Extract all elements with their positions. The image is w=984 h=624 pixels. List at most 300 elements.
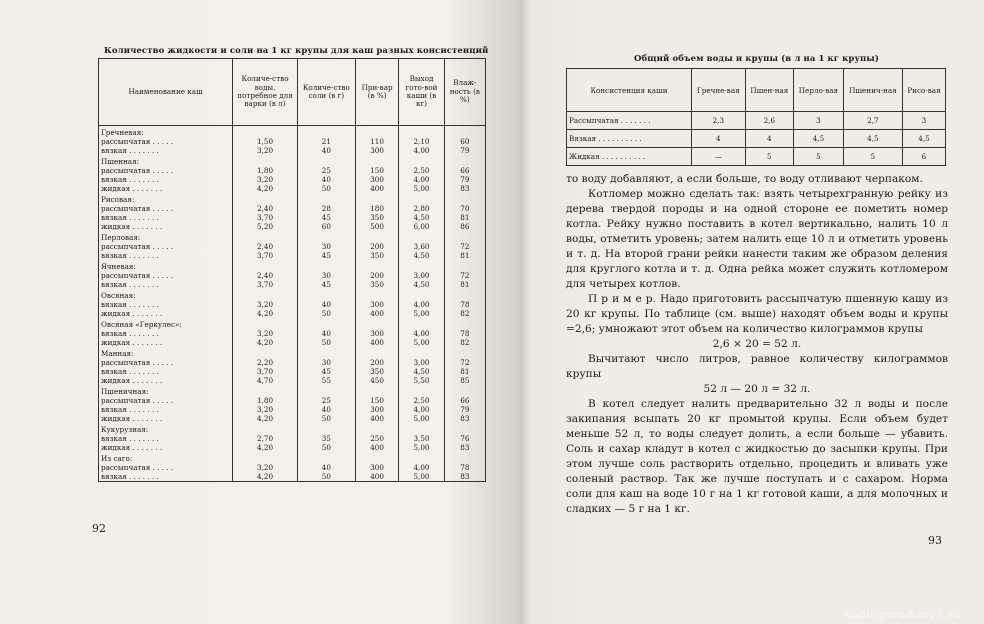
table-row bbox=[99, 271, 486, 280]
value-cell: 86 bbox=[444, 222, 485, 231]
value-cell: 76 bbox=[444, 434, 485, 443]
value-cell: 3,20 bbox=[233, 463, 298, 472]
value-cell: 4 bbox=[692, 130, 746, 148]
value-cell: 25 bbox=[297, 396, 355, 405]
value-cell: 40 bbox=[297, 463, 355, 472]
value-cell: 1,50 bbox=[233, 137, 298, 146]
value-cell: 30 bbox=[297, 358, 355, 367]
value-cell: 81 bbox=[444, 213, 485, 222]
value-cell: 35 bbox=[297, 434, 355, 443]
value-cell: 3,70 bbox=[233, 367, 298, 376]
value-cell: 66 bbox=[444, 396, 485, 405]
table-row bbox=[99, 137, 486, 146]
value-cell bbox=[444, 423, 485, 434]
value-cell bbox=[233, 193, 298, 204]
paragraph: П р и м е р. Надо приготовить рассыпчатую пшенную кашу из 20 кг крупы. По таблице (см. выше) находят объем воды и крупы =2,6; умножают этот объем на количество килограммов крупы bbox=[566, 293, 948, 335]
value-cell: 4,5 bbox=[794, 130, 844, 148]
value-cell bbox=[444, 193, 485, 204]
value-cell: 300 bbox=[355, 300, 398, 309]
value-cell: 79 bbox=[444, 175, 485, 184]
table-row bbox=[99, 175, 486, 184]
value-cell: 4,20 bbox=[233, 472, 298, 482]
row-name-cell: жидкая . . . . . . . bbox=[99, 309, 233, 318]
table-row bbox=[99, 242, 486, 251]
page-number-left: 92 bbox=[92, 522, 106, 535]
value-cell: 350 bbox=[355, 251, 398, 260]
value-cell: 400 bbox=[355, 184, 398, 193]
row-name-cell: вязкая . . . . . . . bbox=[99, 146, 233, 155]
table-row bbox=[99, 146, 486, 155]
row-name-cell: Ячневая: bbox=[99, 260, 233, 271]
header-cell: При-вар (в %) bbox=[355, 59, 398, 126]
table-header-row bbox=[99, 59, 486, 126]
value-cell bbox=[297, 318, 355, 329]
value-cell: 2,6 bbox=[745, 112, 793, 130]
value-cell: 250 bbox=[355, 434, 398, 443]
value-cell bbox=[297, 231, 355, 242]
table-row bbox=[99, 222, 486, 231]
value-cell: 3,20 bbox=[233, 175, 298, 184]
value-cell: 4,50 bbox=[399, 367, 444, 376]
value-cell bbox=[444, 126, 485, 138]
value-cell: 2,50 bbox=[399, 166, 444, 175]
table-row bbox=[99, 193, 486, 204]
value-cell bbox=[355, 231, 398, 242]
value-cell bbox=[444, 289, 485, 300]
water-grain-volume-table bbox=[566, 68, 946, 166]
value-cell bbox=[355, 126, 398, 138]
value-cell: 6,00 bbox=[399, 222, 444, 231]
table-row bbox=[99, 213, 486, 222]
value-cell bbox=[444, 385, 485, 396]
value-cell: 78 bbox=[444, 463, 485, 472]
value-cell: 70 bbox=[444, 204, 485, 213]
value-cell bbox=[297, 452, 355, 463]
table-row bbox=[99, 300, 486, 309]
value-cell: 3,20 bbox=[233, 405, 298, 414]
table-row bbox=[99, 452, 486, 463]
value-cell bbox=[233, 452, 298, 463]
header-cell: Перло-вая bbox=[794, 69, 844, 112]
value-cell: 82 bbox=[444, 338, 485, 347]
row-name-cell: Вязкая . . . . . . . . . . bbox=[567, 130, 692, 148]
value-cell: 85 bbox=[444, 376, 485, 385]
row-name-cell: Манная: bbox=[99, 347, 233, 358]
value-cell: 4,5 bbox=[902, 130, 945, 148]
value-cell bbox=[399, 385, 444, 396]
value-cell: 2,10 bbox=[399, 137, 444, 146]
table-row bbox=[99, 318, 486, 329]
value-cell bbox=[399, 289, 444, 300]
value-cell: 2,70 bbox=[233, 434, 298, 443]
value-cell: 400 bbox=[355, 472, 398, 482]
value-cell bbox=[444, 347, 485, 358]
value-cell: 3 bbox=[902, 112, 945, 130]
book-fold bbox=[512, 0, 530, 624]
right-table-caption: Общий объем воды и крупы (в л на 1 кг крупы) bbox=[634, 54, 880, 64]
value-cell: 4,20 bbox=[233, 338, 298, 347]
value-cell: 40 bbox=[297, 146, 355, 155]
value-cell: 79 bbox=[444, 146, 485, 155]
value-cell bbox=[233, 289, 298, 300]
row-name-cell: вязкая . . . . . . . bbox=[99, 300, 233, 309]
row-name-cell: Гречневая: bbox=[99, 126, 233, 138]
value-cell: 82 bbox=[444, 309, 485, 318]
value-cell: 3,00 bbox=[399, 271, 444, 280]
value-cell: 4,00 bbox=[399, 463, 444, 472]
left-page bbox=[90, 38, 490, 558]
row-name-cell: рассыпчатая . . . . . bbox=[99, 396, 233, 405]
value-cell: 4,20 bbox=[233, 309, 298, 318]
table-row bbox=[99, 414, 486, 423]
value-cell: 45 bbox=[297, 251, 355, 260]
value-cell: 6 bbox=[902, 148, 945, 166]
value-cell: 78 bbox=[444, 329, 485, 338]
table-row bbox=[99, 260, 486, 271]
row-name-cell: Овсяная: bbox=[99, 289, 233, 300]
value-cell bbox=[444, 155, 485, 166]
value-cell: 5 bbox=[745, 148, 793, 166]
value-cell: 200 bbox=[355, 271, 398, 280]
table-row bbox=[99, 434, 486, 443]
value-cell: 5,50 bbox=[399, 376, 444, 385]
value-cell: 500 bbox=[355, 222, 398, 231]
value-cell: 83 bbox=[444, 184, 485, 193]
value-cell: 40 bbox=[297, 329, 355, 338]
row-name-cell: рассыпчатая . . . . . bbox=[99, 166, 233, 175]
table-row bbox=[99, 367, 486, 376]
table-row bbox=[99, 358, 486, 367]
value-cell: 50 bbox=[297, 443, 355, 452]
value-cell: 3,60 bbox=[399, 242, 444, 251]
table-row bbox=[567, 148, 946, 166]
value-cell bbox=[233, 260, 298, 271]
value-cell: 3,20 bbox=[233, 300, 298, 309]
value-cell: 50 bbox=[297, 184, 355, 193]
value-cell: 79 bbox=[444, 405, 485, 414]
left-table-caption: Количество жидкости и соли на 1 кг крупы для каш разных консистенций bbox=[104, 46, 489, 56]
formula: 2,6 × 20 = 52 л. bbox=[712, 338, 802, 350]
row-name-cell: Пшеничная: bbox=[99, 385, 233, 396]
value-cell bbox=[355, 289, 398, 300]
value-cell bbox=[399, 193, 444, 204]
value-cell bbox=[297, 260, 355, 271]
value-cell: 300 bbox=[355, 146, 398, 155]
value-cell: 300 bbox=[355, 175, 398, 184]
row-name-cell: Пшенная: bbox=[99, 155, 233, 166]
value-cell: 350 bbox=[355, 213, 398, 222]
value-cell: 5,20 bbox=[233, 222, 298, 231]
value-cell: 400 bbox=[355, 414, 398, 423]
value-cell bbox=[355, 423, 398, 434]
table-row bbox=[99, 405, 486, 414]
row-name-cell: рассыпчатая . . . . . bbox=[99, 242, 233, 251]
value-cell bbox=[399, 423, 444, 434]
value-cell bbox=[355, 318, 398, 329]
table-row bbox=[99, 472, 486, 482]
value-cell: 350 bbox=[355, 280, 398, 289]
table-row bbox=[567, 130, 946, 148]
value-cell: 4,5 bbox=[843, 130, 902, 148]
header-cell: Влаж-ность (в %) bbox=[444, 59, 485, 126]
row-name-cell: рассыпчатая . . . . . bbox=[99, 463, 233, 472]
value-cell bbox=[233, 155, 298, 166]
value-cell: 2,40 bbox=[233, 204, 298, 213]
row-name-cell: жидкая . . . . . . . bbox=[99, 443, 233, 452]
row-name-cell: жидкая . . . . . . . bbox=[99, 338, 233, 347]
header-cell: Количе-ство соли (в г) bbox=[297, 59, 355, 126]
value-cell: 150 bbox=[355, 166, 398, 175]
table-row bbox=[99, 231, 486, 242]
value-cell: 300 bbox=[355, 463, 398, 472]
value-cell bbox=[399, 452, 444, 463]
table-row bbox=[99, 338, 486, 347]
header-cell: Количе-ство воды, потребное для варки (в л) bbox=[233, 59, 298, 126]
row-name-cell: жидкая . . . . . . . bbox=[99, 414, 233, 423]
row-name-cell: вязкая . . . . . . . bbox=[99, 367, 233, 376]
value-cell: 2,40 bbox=[233, 271, 298, 280]
table-body bbox=[567, 112, 946, 166]
header-cell: Гречне-вая bbox=[692, 69, 746, 112]
value-cell: 4,20 bbox=[233, 414, 298, 423]
value-cell bbox=[444, 452, 485, 463]
value-cell: 450 bbox=[355, 376, 398, 385]
table-row bbox=[99, 443, 486, 452]
value-cell: 72 bbox=[444, 271, 485, 280]
value-cell: 21 bbox=[297, 137, 355, 146]
value-cell: 2,40 bbox=[233, 242, 298, 251]
table-row bbox=[99, 396, 486, 405]
table-row bbox=[99, 385, 486, 396]
table-header-row bbox=[567, 69, 946, 112]
value-cell bbox=[399, 347, 444, 358]
value-cell: 2,50 bbox=[399, 396, 444, 405]
header-cell: Наименование каш bbox=[99, 59, 233, 126]
value-cell: 40 bbox=[297, 405, 355, 414]
value-cell: 1,80 bbox=[233, 396, 298, 405]
table-row bbox=[99, 251, 486, 260]
value-cell bbox=[355, 260, 398, 271]
value-cell bbox=[233, 126, 298, 138]
value-cell: 4,50 bbox=[399, 280, 444, 289]
row-name-cell: Кукурузная: bbox=[99, 423, 233, 434]
row-name-cell: вязкая . . . . . . . bbox=[99, 251, 233, 260]
paragraph: то воду добавляют, а если больше, то воду отливают черпаком. bbox=[566, 173, 923, 185]
value-cell bbox=[355, 155, 398, 166]
value-cell bbox=[399, 260, 444, 271]
value-cell: 78 bbox=[444, 300, 485, 309]
table-row bbox=[99, 463, 486, 472]
table-row bbox=[567, 112, 946, 130]
value-cell: 3,20 bbox=[233, 146, 298, 155]
watermark: sadiogorod.my1.ru bbox=[844, 608, 962, 621]
value-cell: 200 bbox=[355, 358, 398, 367]
row-name-cell: жидкая . . . . . . . bbox=[99, 184, 233, 193]
value-cell bbox=[399, 155, 444, 166]
value-cell: 50 bbox=[297, 309, 355, 318]
row-name-cell: вязкая . . . . . . . bbox=[99, 213, 233, 222]
value-cell: 50 bbox=[297, 414, 355, 423]
value-cell: 72 bbox=[444, 242, 485, 251]
value-cell: 3,70 bbox=[233, 213, 298, 222]
table-row bbox=[99, 166, 486, 175]
value-cell: 66 bbox=[444, 166, 485, 175]
value-cell bbox=[233, 231, 298, 242]
value-cell bbox=[297, 423, 355, 434]
value-cell: 45 bbox=[297, 280, 355, 289]
value-cell: 30 bbox=[297, 271, 355, 280]
value-cell bbox=[355, 452, 398, 463]
value-cell: 180 bbox=[355, 204, 398, 213]
value-cell bbox=[297, 155, 355, 166]
value-cell: 45 bbox=[297, 367, 355, 376]
value-cell: 5,00 bbox=[399, 184, 444, 193]
value-cell: 3,70 bbox=[233, 251, 298, 260]
value-cell bbox=[444, 231, 485, 242]
header-cell: Рисо-вая bbox=[902, 69, 945, 112]
value-cell: 81 bbox=[444, 367, 485, 376]
value-cell: 400 bbox=[355, 309, 398, 318]
value-cell bbox=[233, 347, 298, 358]
table-row bbox=[99, 423, 486, 434]
row-name-cell: рассыпчатая . . . . . bbox=[99, 271, 233, 280]
value-cell: 83 bbox=[444, 414, 485, 423]
value-cell: 45 bbox=[297, 213, 355, 222]
value-cell: 3 bbox=[794, 112, 844, 130]
value-cell: 350 bbox=[355, 367, 398, 376]
value-cell: 3,50 bbox=[399, 434, 444, 443]
row-name-cell: жидкая . . . . . . . bbox=[99, 222, 233, 231]
row-name-cell: рассыпчатая . . . . . bbox=[99, 137, 233, 146]
value-cell bbox=[297, 289, 355, 300]
row-name-cell: Перловая: bbox=[99, 231, 233, 242]
value-cell: 50 bbox=[297, 338, 355, 347]
value-cell: 5 bbox=[843, 148, 902, 166]
value-cell: 5,00 bbox=[399, 309, 444, 318]
value-cell: 1,80 bbox=[233, 166, 298, 175]
value-cell: 60 bbox=[444, 137, 485, 146]
value-cell bbox=[297, 347, 355, 358]
row-name-cell: рассыпчатая . . . . . bbox=[99, 358, 233, 367]
value-cell: 4,00 bbox=[399, 329, 444, 338]
header-cell: Пшен-ная bbox=[745, 69, 793, 112]
formula: 52 л — 20 л = 32 л. bbox=[703, 383, 811, 395]
row-name-cell: Овсяная «Геркулес»: bbox=[99, 318, 233, 329]
table-row bbox=[99, 280, 486, 289]
porridge-liquid-salt-table bbox=[98, 58, 486, 482]
value-cell: 4 bbox=[745, 130, 793, 148]
value-cell: 72 bbox=[444, 358, 485, 367]
value-cell bbox=[233, 385, 298, 396]
value-cell: 4,20 bbox=[233, 443, 298, 452]
value-cell: 4,50 bbox=[399, 213, 444, 222]
table-row bbox=[99, 289, 486, 300]
value-cell: 2,20 bbox=[233, 358, 298, 367]
table-row bbox=[99, 309, 486, 318]
value-cell: 200 bbox=[355, 242, 398, 251]
value-cell: 55 bbox=[297, 376, 355, 385]
table-row bbox=[99, 126, 486, 138]
table-row bbox=[99, 376, 486, 385]
page-number-right: 93 bbox=[928, 534, 942, 547]
value-cell: 4,00 bbox=[399, 405, 444, 414]
row-name-cell: жидкая . . . . . . . bbox=[99, 376, 233, 385]
row-name-cell: вязкая . . . . . . . bbox=[99, 175, 233, 184]
value-cell bbox=[355, 193, 398, 204]
value-cell: 5 bbox=[794, 148, 844, 166]
paragraph: В котел следует налить предварительно 32 л воды и после закипания всыпать 20 кг промытой крупы. Если объем будет меньше 52 л, то воды следует долить, а если больше — убавить. Соль и сахар кладут в котел с жидкостью до засыпки крупы. При этом лучше соль растворить отдельно, процедить и вливать уже соленый раствор. Так же лучше поступать и с сахаром. Норма соли для каш на воде 10 г на 1 кг готовой каши, а для молочных и сладких — 5 г на 1 кг. bbox=[566, 398, 948, 515]
header-cell: Выход гото-вой каши (в кг) bbox=[399, 59, 444, 126]
value-cell: 25 bbox=[297, 166, 355, 175]
value-cell bbox=[233, 318, 298, 329]
value-cell: 5,00 bbox=[399, 472, 444, 482]
value-cell: 4,00 bbox=[399, 175, 444, 184]
paragraph: Вычитают число литров, равное количеству килограммов крупы bbox=[566, 353, 948, 380]
value-cell bbox=[355, 385, 398, 396]
row-name-cell: вязкая . . . . . . . bbox=[99, 472, 233, 482]
right-page bbox=[552, 40, 952, 560]
value-cell: 4,00 bbox=[399, 300, 444, 309]
value-cell: 3,70 bbox=[233, 280, 298, 289]
row-name-cell: Жидкая . . . . . . . . . . bbox=[567, 148, 692, 166]
row-name-cell: Из саго: bbox=[99, 452, 233, 463]
header-cell: Пшенич-ная bbox=[843, 69, 902, 112]
value-cell: 5,00 bbox=[399, 443, 444, 452]
value-cell: 4,50 bbox=[399, 251, 444, 260]
row-name-cell: Рассыпчатая . . . . . . . bbox=[567, 112, 692, 130]
value-cell: — bbox=[692, 148, 746, 166]
value-cell bbox=[297, 385, 355, 396]
value-cell: 50 bbox=[297, 472, 355, 482]
value-cell: 81 bbox=[444, 280, 485, 289]
value-cell bbox=[399, 318, 444, 329]
value-cell: 83 bbox=[444, 472, 485, 482]
value-cell bbox=[297, 126, 355, 138]
value-cell: 150 bbox=[355, 396, 398, 405]
paragraph: Котломер можно сделать так: взять четырехгранную рейку из дерева твердой породы и на одной стороне ее пометить номер котла. Рейку нужно поставить в котел вертикально, налить 10 л воды, отметить уровень; затем налить еще 10 л и отметить уровень и т. д. На второй грани рейки нанести таким же образом деления для круглого котла и т. д. Одна рейка может служить котломером для четырех котлов. bbox=[566, 188, 948, 290]
header-cell: Консистенция каши bbox=[567, 69, 692, 112]
value-cell bbox=[297, 193, 355, 204]
value-cell: 60 bbox=[297, 222, 355, 231]
value-cell: 4,00 bbox=[399, 146, 444, 155]
value-cell: 4,70 bbox=[233, 376, 298, 385]
value-cell: 2,7 bbox=[843, 112, 902, 130]
value-cell: 400 bbox=[355, 338, 398, 347]
value-cell: 2,3 bbox=[692, 112, 746, 130]
value-cell: 300 bbox=[355, 405, 398, 414]
value-cell bbox=[399, 126, 444, 138]
value-cell bbox=[444, 318, 485, 329]
table-row bbox=[99, 329, 486, 338]
value-cell: 300 bbox=[355, 329, 398, 338]
value-cell: 40 bbox=[297, 175, 355, 184]
value-cell: 3,20 bbox=[233, 329, 298, 338]
value-cell: 4,20 bbox=[233, 184, 298, 193]
row-name-cell: вязкая . . . . . . . bbox=[99, 329, 233, 338]
value-cell: 30 bbox=[297, 242, 355, 251]
value-cell: 28 bbox=[297, 204, 355, 213]
value-cell: 81 bbox=[444, 251, 485, 260]
value-cell: 3,00 bbox=[399, 358, 444, 367]
row-name-cell: Рисовая: bbox=[99, 193, 233, 204]
value-cell: 83 bbox=[444, 443, 485, 452]
row-name-cell: вязкая . . . . . . . bbox=[99, 280, 233, 289]
value-cell bbox=[355, 347, 398, 358]
value-cell: 400 bbox=[355, 443, 398, 452]
value-cell: 5,00 bbox=[399, 338, 444, 347]
table-row bbox=[99, 204, 486, 213]
value-cell bbox=[399, 231, 444, 242]
